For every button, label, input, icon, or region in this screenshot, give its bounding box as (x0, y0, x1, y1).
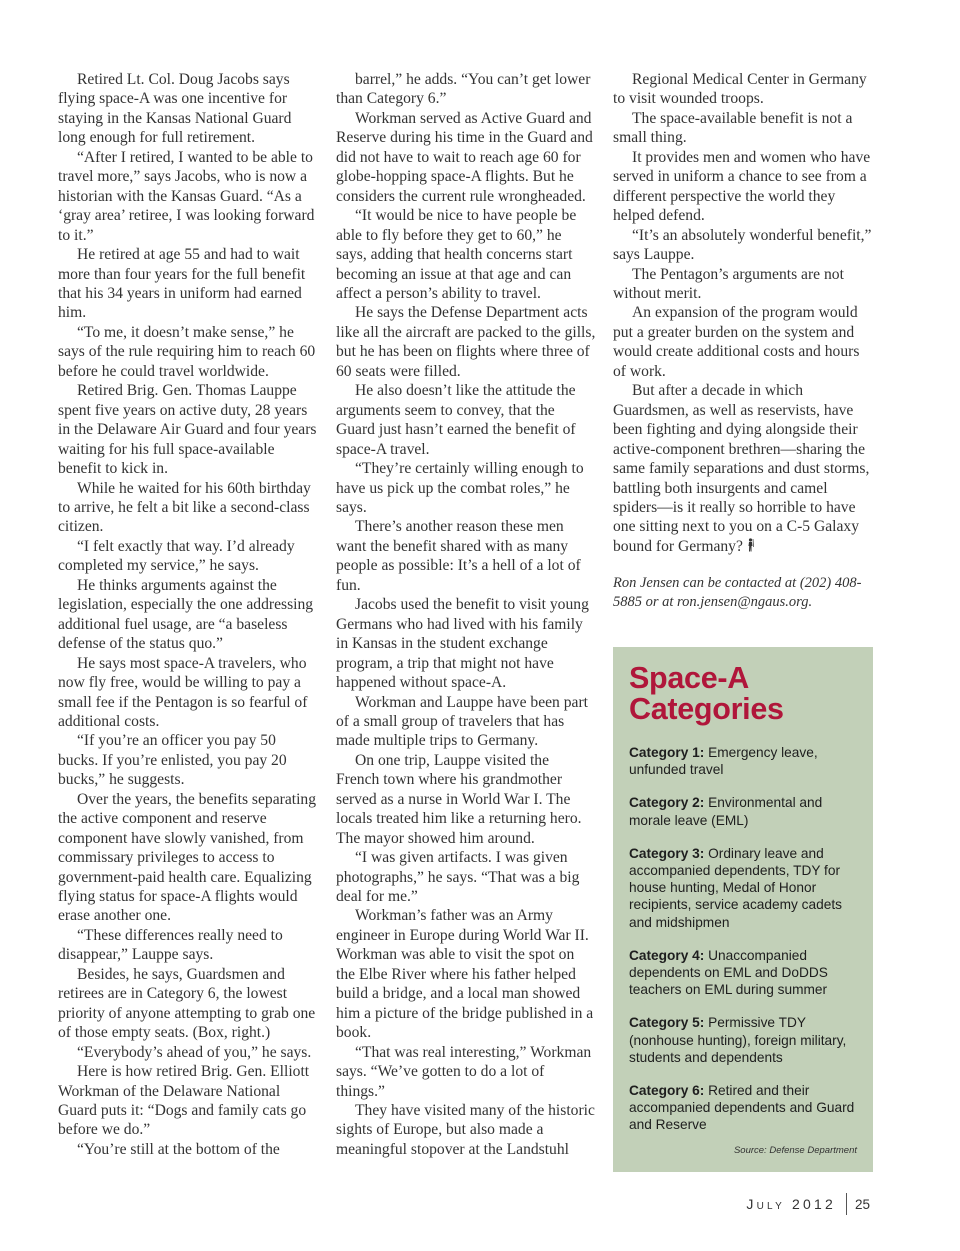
category-label: Category 2: (629, 795, 705, 811)
article-paragraph (613, 148, 875, 226)
paragraph-text: “To me, it doesn’t make sense,” he says of the rule requiring him to reach 60 before he could travel worldwide. (58, 323, 316, 380)
article-paragraph (58, 148, 318, 245)
paragraph-text: It provides men and women who have served in uniform a chance to see from a different perspective the world they helped defend. (613, 148, 871, 225)
paragraph-text: The Pentagon’s arguments are not without merit. (613, 265, 844, 302)
article-paragraph (336, 1101, 596, 1159)
paragraph-text: Here is how retired Brig. Gen. Elliott Workman of the Delaware National Guard puts it: “Dogs and family cats go before we do.” (58, 1063, 310, 1139)
minuteman-icon (747, 538, 755, 552)
paragraph-text: “You’re still at the bottom of the (77, 1140, 280, 1158)
paragraph-text: “If you’re an officer you pay 50 bucks. If you’re enlisted, you pay 20 bucks,” he suggests. (58, 732, 287, 789)
article-paragraph (613, 109, 875, 148)
space-a-categories-box (613, 647, 873, 1172)
article-paragraph (336, 303, 596, 381)
paragraph-text: Jacobs used the benefit to visit young Germans who had lived with his family in Kansas in the student exchange program, a trip that might not have happened without space-A. (336, 596, 589, 692)
article-paragraph (336, 206, 596, 303)
paragraph-text: While he waited for his 60th birthday to arrive, he felt a bit like a second-class citizen. (58, 479, 311, 536)
sidebar-title-line-1: Space-A (629, 661, 749, 695)
paragraph-text: There’s another reason these men want the benefit shared with as many people as possible: It’s a hell of a lot of fun. (336, 518, 581, 594)
paragraph-text: Workman and Lauppe have been part of a small group of travelers that has made multiple trips to Germany. (336, 693, 588, 750)
paragraph-text: An expansion of the program would put a greater burden on the system and would create additional costs and hours of work. (613, 304, 860, 380)
footer-divider (846, 1193, 847, 1215)
article-paragraph (613, 303, 875, 381)
article-paragraph (58, 1043, 318, 1062)
paragraph-text: “It would be nice to have people be able to fly before they get to 60,” he says, adding that health concerns start becoming an issue at that age and can affect a person’s ability to travel. (336, 207, 577, 302)
paragraph-text: They have visited many of the historic sights of Europe, but also made a meaningful stopover at the Landstuhl (336, 1102, 595, 1158)
paragraph-text: “I was given artifacts. I was given photographs,” he says. “That was a big deal for me.” (336, 849, 580, 906)
category-label: Category 6: (629, 1083, 705, 1099)
paragraph-text: He retired at age 55 and had to wait more than four years for the full benefit that his 34 years in uniform had earned him. (58, 246, 306, 322)
category-item (629, 1082, 857, 1134)
article-paragraph (336, 693, 596, 751)
category-label: Category 1: (629, 745, 705, 760)
article-paragraph (613, 70, 875, 109)
author-contact-byline: Ron Jensen can be contacted at (202) 408-5885 or at ron.jensen@ngaus.org. (613, 575, 862, 611)
article-paragraph (336, 459, 596, 517)
paragraph-text: Retired Brig. Gen. Thomas Lauppe spent five years on active duty, 28 years in the Delaware Air Guard and four years waiting for his full space-available benefit to kick in. (58, 382, 317, 478)
article-paragraph (336, 906, 596, 1042)
category-item (629, 947, 857, 999)
article-paragraph (58, 537, 318, 576)
paragraph-text: He thinks arguments against the legislation, especially the one addressing additional fuel usage, are “a baseless defense of the status quo.” (58, 576, 314, 653)
article-paragraph (336, 70, 596, 109)
paragraph-text: Workman’s father was an Army engineer in Europe during World War II. Workman was able to visit the spot on the Elbe River where his father helped build a bridge, and a local man showed him a picture of the bridge published in a book. (336, 907, 594, 1042)
page-number: 25 (854, 1196, 870, 1212)
article-paragraph (58, 654, 318, 732)
paragraph-text: He says most space-A travelers, who now fly free, would be willing to pay a small fee if the Pentagon is so fearful of additional costs. (58, 654, 308, 730)
article-paragraph (58, 323, 318, 381)
article-column-2 (336, 70, 596, 1159)
column-3-paragraphs (613, 70, 875, 556)
article-paragraph (613, 226, 875, 265)
category-label: Category 5: (629, 1015, 705, 1031)
article-paragraph (336, 1043, 596, 1101)
article-paragraph (58, 245, 318, 323)
article-paragraph (336, 751, 596, 848)
paragraph-text: “These differences really need to disappear,” Lauppe says. (58, 926, 283, 964)
category-list (629, 744, 857, 1134)
article-paragraph (336, 848, 596, 906)
article-paragraph (58, 381, 318, 478)
source-credit: Source: Defense Department (733, 1145, 857, 1156)
category-description: Unaccompanied dependents on EML and DoDDS teachers on EML during summer (629, 947, 828, 998)
category-label: Category 4: (629, 947, 705, 963)
article-paragraph (58, 1062, 318, 1140)
paragraph-text: On one trip, Lauppe visited the French town where his grandmother served as a nurse in World War I. The locals treated him like a returning hero. The mayor showed him around. (336, 751, 582, 847)
paragraph-text: The space-available benefit is not a small thing. (613, 109, 853, 147)
category-description: Emergency leave, unfunded travel (629, 745, 818, 778)
paragraph-text: Retired Lt. Col. Doug Jacobs says flying space-A was one incentive for staying in the Kansas National Guard long enough for full retirement. (58, 71, 292, 147)
article-paragraph (336, 595, 596, 692)
sidebar-title-line-2: Categories (629, 692, 784, 726)
category-item (629, 845, 857, 931)
paragraph-text: He also doesn’t like the attitude the arguments seem to convey, that the Guard just hasn’t earned the benefit of space-A travel. (336, 382, 576, 458)
article-column-3 (613, 70, 875, 612)
category-description: Permissive TDY (nonhouse hunting), foreign military, students and dependents (629, 1015, 847, 1065)
paragraph-text: barrel,” he adds. “You can’t get lower than Category 6.” (336, 71, 591, 108)
article-paragraph (58, 70, 318, 148)
category-description: Ordinary leave and accompanied dependents, TDY for house hunting, Medal of Honor recipients, service academy cadets and midshipmen (629, 845, 843, 930)
category-label: Category 3: (629, 845, 705, 861)
paragraph-text: Regional Medical Center in Germany to visit wounded troops. (613, 71, 867, 108)
article-paragraph (336, 517, 596, 595)
paragraph-text: Besides, he says, Guardsmen and retirees are in Category 6, the lowest priority of anyone attempting to grab one of those empty seats. (Box, right.) (58, 965, 316, 1042)
article-paragraph (613, 265, 875, 304)
article-paragraph (336, 109, 596, 206)
page-footer (746, 1192, 870, 1216)
sidebar-title (629, 663, 857, 725)
article-paragraph (58, 731, 318, 789)
paragraph-text: “I felt exactly that way. I’d already completed my service,” he says. (58, 537, 295, 575)
paragraph-text: “Everybody’s ahead of you,” he says. (77, 1043, 312, 1061)
article-paragraph (58, 1140, 318, 1159)
article-paragraph (58, 926, 318, 965)
article-column-1 (58, 70, 318, 1159)
paragraph-text: But after a decade in which Guardsmen, as well as reservists, have been fighting and dying alongside their active-component brethren—sharing the same family separations and dust storms, battling both insurgents and camel spiders—is it really so horrible to have one sitting next to you on a C-5 Galaxy bound for Germany? (613, 382, 870, 555)
article-paragraph (58, 965, 318, 1043)
issue-date: July 2012 (746, 1196, 836, 1212)
paragraph-text: He says the Defense Department acts like all the aircraft are packed to the gills, but he has been on flights where three of 60 seats were filled. (336, 304, 596, 380)
category-description: Retired and their accompanied dependents and Guard and Reserve (629, 1083, 855, 1133)
article-paragraph (58, 479, 318, 537)
category-item (629, 744, 857, 778)
category-item (629, 794, 857, 828)
article-paragraph (58, 790, 318, 926)
paragraph-text: “It’s an absolutely wonderful benefit,” says Lauppe. (613, 226, 872, 264)
article-paragraph (58, 576, 318, 654)
paragraph-text: “They’re certainly willing enough to have us pick up the combat roles,” he says. (336, 460, 584, 516)
category-item (629, 1014, 857, 1066)
article-paragraph (613, 381, 875, 556)
paragraph-text: Over the years, the benefits separating the active component and reserve component have slowly vanished, from commissary privileges to access to government-paid health care. Equalizing flying status for space-A flights would erase another one. (58, 790, 317, 925)
paragraph-text: Workman served as Active Guard and Reserve during his time in the Guard and did not have to wait to reach age 60 for globe-hopping space-A flights. But he considers the current rule wrongheaded. (336, 109, 593, 205)
article-paragraph (336, 381, 596, 459)
paragraph-text: “That was real interesting,” Workman says. “We’ve gotten to do a lot of things.” (336, 1043, 592, 1100)
paragraph-text: “After I retired, I wanted to be able to travel more,” says Jacobs, who is now a historian with the Kansas Guard. “As a ‘gray area’ retiree, I was looking forward to it.” (58, 148, 315, 244)
category-description: Environmental and morale leave (EML) (629, 795, 823, 828)
